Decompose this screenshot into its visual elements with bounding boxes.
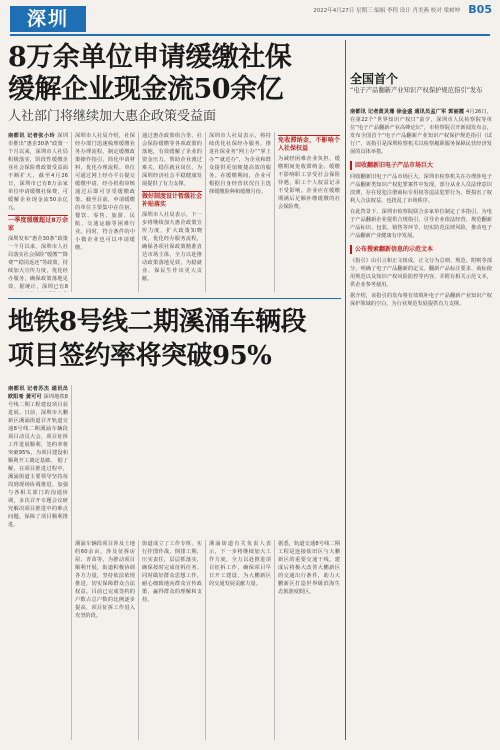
story-separator	[8, 298, 341, 299]
story1-col4-text: 深圳市人社局表示，将持续优化社保经办服务，推进社保业务“网上办”“掌上办”“就近办”，为企业和群众提供更加便捷高效的服务。在缓缴期间，企业可根据自身经营状况自主选择缓缴险种和缓缴月份。	[209, 133, 271, 195]
story2-col5-text: 据悉，轨道交通8号线二期工程是连接盐田区与大鹏新区的重要交通干线，建成后将极大改善大鹏新区的交通出行条件，助力大鹏新区打造世界级滨海生态旅游度假区。	[278, 541, 340, 595]
col-divider	[205, 540, 206, 740]
story2-headline-line1: 地铁8号线二期	[8, 307, 179, 337]
sidebar-title: 全国首个	[350, 72, 399, 86]
story1-headline-line1: 8万余单位申请缓缴社保	[8, 42, 292, 73]
story2-headline-block	[8, 305, 338, 373]
col-divider	[274, 540, 275, 740]
header-rule	[10, 34, 490, 36]
sidebar-text2: 回收翻新旧电子产品市场巨大。深圳市检察机关在办理涉电子产品翻新类知识产权犯罪案件中发现，部分从业人员法律意识淡薄，存在侵犯注册商标专用权等违法犯罪行为，既损害了权利人合法权益，也扰乱了市场秩序。	[350, 174, 492, 204]
story2-col1-text2: 据了解，在项目推进过程中，溪涌街道主要领导坚持每周到现场协调推进，加强与各相关部门的沟通协调，多次召开专题会议研究解决项目推进中的难点问题，保障了项目顺利推进。	[8, 458, 68, 528]
sidebar-text4: 《指引》由引言和正文组成，正文分为总则、规范、附则等部分，明确了电子产品翻新的定义、翻新产品标注要求、商标使用规范以及知识产权风险防控等内容，并附有相关示范文本，供企业参考使用。	[350, 258, 492, 288]
story2-col3-text: 街道成立了工作专班，实行挂图作战，倒排工期，压实责任，层层抓落实，确保按时完成征拆任务。同时做好群众思想工作，耐心细致地向群众宣传政策，赢得群众的理解和支持。	[142, 541, 202, 603]
col-divider	[205, 132, 206, 292]
sidebar-text1: 4月26日，在第22个“世界知识产权日”前夕，深圳市人民检察院等单位“电子产品翻新产业高峰论坛”，市检察院召开新闻发布会，发布全国首个“电子产品翻新产业知识产权保护规范指引（试行）”，该指引是深圳检察机关以检察履职服务保障民营经济发展的具体举措。	[350, 109, 492, 155]
story2-col4	[209, 540, 271, 740]
story1-col5-text: 为减轻困难企业负担，缓缴期间免收滞纳金。缓缴不影响职工享受社会保险待遇，职工个人权益记录不受影响。企业应在缓缴期满后足额补缴缓缴的社会保险费。	[278, 156, 340, 210]
section-tag: 深圳	[10, 6, 86, 32]
sidebar-subtitle: “电子产品翻新产业知识产权保护规范指引”发布	[350, 87, 483, 94]
story2-headline-line2: 项目签约率将突破95%	[8, 341, 272, 371]
story2-col1	[8, 385, 68, 740]
col-divider	[138, 132, 139, 292]
story1-col3	[142, 132, 202, 292]
story1-subhead: 人社部门将继续加大惠企政策受益面	[8, 109, 217, 124]
story2-col2-text: 溪涌车辆段项目涉及土地约60余亩，涉及征拆房屋、青苗等，为推动项目顺利开展，街道积极协调各方力量，坚持依法依规推进，切实保障群众合法权益。目前已完成签约的户数占总户数的比例逐步提高，项目征拆工作进入攻坚阶段。	[75, 541, 135, 619]
page-number: B05	[468, 3, 492, 16]
story1-col2-text: 深圳市人社局介绍，社保经办部门迅速梳理缓缴业务办理流程，制定缓缴政策操作指引，简化申请材料，优化办理流程。单位可通过网上经办平台提交缓缴申请，经办机构审核通过后即可享受缓缴政策。截至目前，申请缓缴的单位主要集中在住宿、餐饮、零售、旅游、民航、交通运输等困难行业。同时，符合条件的中小微企业也可以申请缓缴。	[75, 133, 135, 251]
story2-byline: 南都讯 记者苏杰 通讯员欧阳希 黄可可	[8, 386, 68, 400]
story1-sec1-head: 一季度缓缴超过8万余家	[8, 217, 68, 232]
col-divider	[71, 132, 72, 292]
story1-headline-line2: 缓解企业现金流50余亿	[8, 74, 284, 105]
story2-col5	[278, 540, 340, 740]
sidebar-text3: 在此背景下，深圳市检察院联合多家单位制定了本指引，为电子产品翻新企业提供合规指引，引导企业依法经营，规范翻新产品标识、包装、销售等环节，切实防范法律风险，推动电子产品翻新产业健康有序发展。	[350, 209, 492, 239]
story1-col1-text2: 深圳发布“惠企30条”政策一个月以来，深圳市人社局落实社会保险“缓缴”“降费”“稳岗返还”等政策，持续加大宣传力度，优化经办服务，确保政策落地见效。据统计，深圳已有8	[8, 236, 68, 290]
page-header	[0, 0, 500, 36]
story1-col3-text2: 深圳市人社局表示，下一步将继续加大惠企政策宣传力度，扩大政策知晓度，优化经办服务流程，确保各项社保政策精准直达市场主体，全力以赴推动政策落地见效，为稳就业、保民生作出更大贡献。	[142, 212, 202, 282]
story1-sec3-head: 做好制度设计暂缓社会补贴落实	[142, 193, 202, 208]
sidebar-text5: 据介绍，该指引的发布将有效填补电子产品翻新产业知识产权保护领域的空白，为行业规范发展提供有力支撑。	[350, 293, 492, 307]
story1-sec4-head: 免收滞纳金，不影响个人社保权益	[278, 137, 340, 152]
story1-byline: 南都讯 记者张小玲	[8, 133, 56, 139]
story1-col2	[75, 132, 135, 292]
story1-col4	[209, 132, 271, 292]
story2-col3	[142, 540, 202, 740]
col-divider	[274, 132, 275, 292]
header-info: 2022年4月27日 星期三 编辑 李程 设计 肖美燕 校对 梁树坤	[313, 8, 460, 14]
story2-headline-line1b: 溪涌车辆段	[178, 307, 307, 337]
story1-col3-text: 通过惠企政策组合拳，社会保险缓缴等各项政策的落地，有效缓解了企业的资金压力，帮助企业渡过难关，稳住就业岗位，为深圳经济社会平稳健康发展提供了有力支撑。	[142, 133, 202, 187]
story1-col1-text: 深圳市推出“惠企30条”政策一个月以来，深圳市人社局积极落实，阶段性缓缴企业社会保险费政策受益面不断扩大，截至4月26日，深圳市已有8万余家单位申请缓缴社保费，可缓解企业现金流50余亿元。	[8, 133, 68, 211]
story1-headline-block	[8, 42, 343, 126]
sidebar-divider	[345, 40, 346, 740]
sidebar-sec2-head: 公布搜索翻新信息的示范文本	[350, 245, 492, 254]
col-divider	[71, 385, 72, 740]
story2-col4-text: 溪涌街道有关负责人表示，下一步将继续加大工作力度，全力以赴推进项目征拆工作，确保项目早日开工建设，为大鹏新区的交通发展贡献力量。	[209, 541, 271, 587]
col-divider	[138, 540, 139, 740]
sidebar-sec1-head: 回收翻新旧电子产品市场巨大	[350, 161, 492, 170]
story1-col1	[8, 132, 68, 292]
sidebar-byline: 南都讯 记者黄灵珊 徐金盛 通讯员孟广军 郭丽霞	[350, 109, 465, 115]
story1-col5	[278, 132, 340, 292]
story2-col2	[75, 540, 135, 740]
story2-col1-text: 深圳地铁8号线二期工程建设项目获进展。日前，深圳市大鹏新区溪涌街道召开轨道交通8号线二期溪涌车辆段项目动员大会，项目征拆工作进展顺利，签约率将突破95%，为项目建设和顺利开工奠定基础。	[8, 394, 68, 464]
sidebar-body	[350, 108, 492, 740]
